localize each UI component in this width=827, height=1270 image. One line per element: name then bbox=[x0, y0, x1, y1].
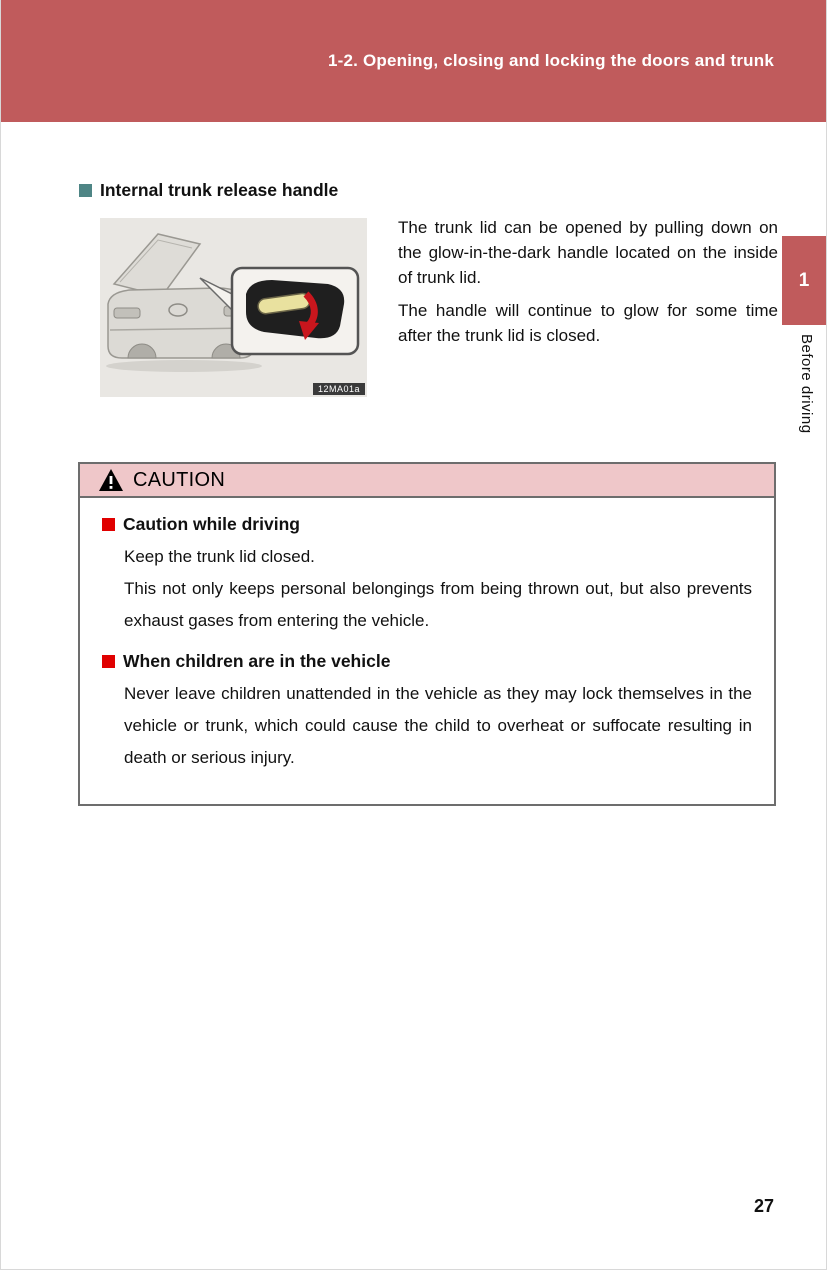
caution-item-heading bbox=[102, 514, 752, 535]
caution-item-text bbox=[124, 678, 752, 774]
caution-body bbox=[80, 498, 774, 804]
caution-item bbox=[102, 651, 752, 774]
figure-caption: 12MA01a bbox=[313, 383, 365, 395]
trunk-illustration bbox=[100, 218, 367, 397]
caution-paragraph: Keep the trunk lid closed. bbox=[124, 547, 315, 566]
warning-triangle-icon bbox=[98, 468, 124, 492]
caution-paragraph: This not only keeps personal belongings from being thrown out, but also prevents exhaust gases from entering the vehicle. bbox=[124, 579, 752, 630]
chapter-tab[interactable] bbox=[782, 236, 826, 325]
caution-header bbox=[80, 464, 774, 498]
caution-paragraph: Never leave children unattended in the vehicle as they may lock themselves in the vehicle or trunk, which could cause the child to overheat or suffocate resulting in death or serious injury. bbox=[124, 684, 752, 767]
item-bullet-icon bbox=[102, 655, 115, 668]
caution-title: CAUTION bbox=[133, 468, 226, 491]
chapter-label: Before driving bbox=[798, 334, 815, 434]
body-paragraph: The trunk lid can be opened by pulling down on the glow-in-the-dark handle located on the inside of trunk lid. bbox=[398, 218, 778, 287]
caution-box bbox=[78, 462, 776, 806]
caution-item-text bbox=[124, 541, 752, 637]
page-number: 27 bbox=[753, 1196, 774, 1216]
chapter-number: 1 bbox=[798, 269, 810, 291]
caution-item-title: When children are in the vehicle bbox=[123, 651, 391, 671]
trunk-illustration-figure bbox=[100, 218, 367, 397]
section-body bbox=[398, 215, 778, 348]
caution-item-heading bbox=[102, 651, 752, 672]
caution-item-title: Caution while driving bbox=[123, 514, 300, 534]
section-title: Internal trunk release handle bbox=[100, 180, 339, 200]
header-title: 1-2. Opening, closing and locking the doors and trunk bbox=[327, 51, 774, 70]
item-bullet-icon bbox=[102, 518, 115, 531]
header-band bbox=[1, 0, 826, 122]
section-bullet-icon bbox=[79, 184, 92, 197]
caution-item bbox=[102, 514, 752, 637]
section-heading bbox=[79, 180, 338, 201]
body-paragraph: The handle will continue to glow for some time after the trunk lid is closed. bbox=[398, 301, 778, 345]
